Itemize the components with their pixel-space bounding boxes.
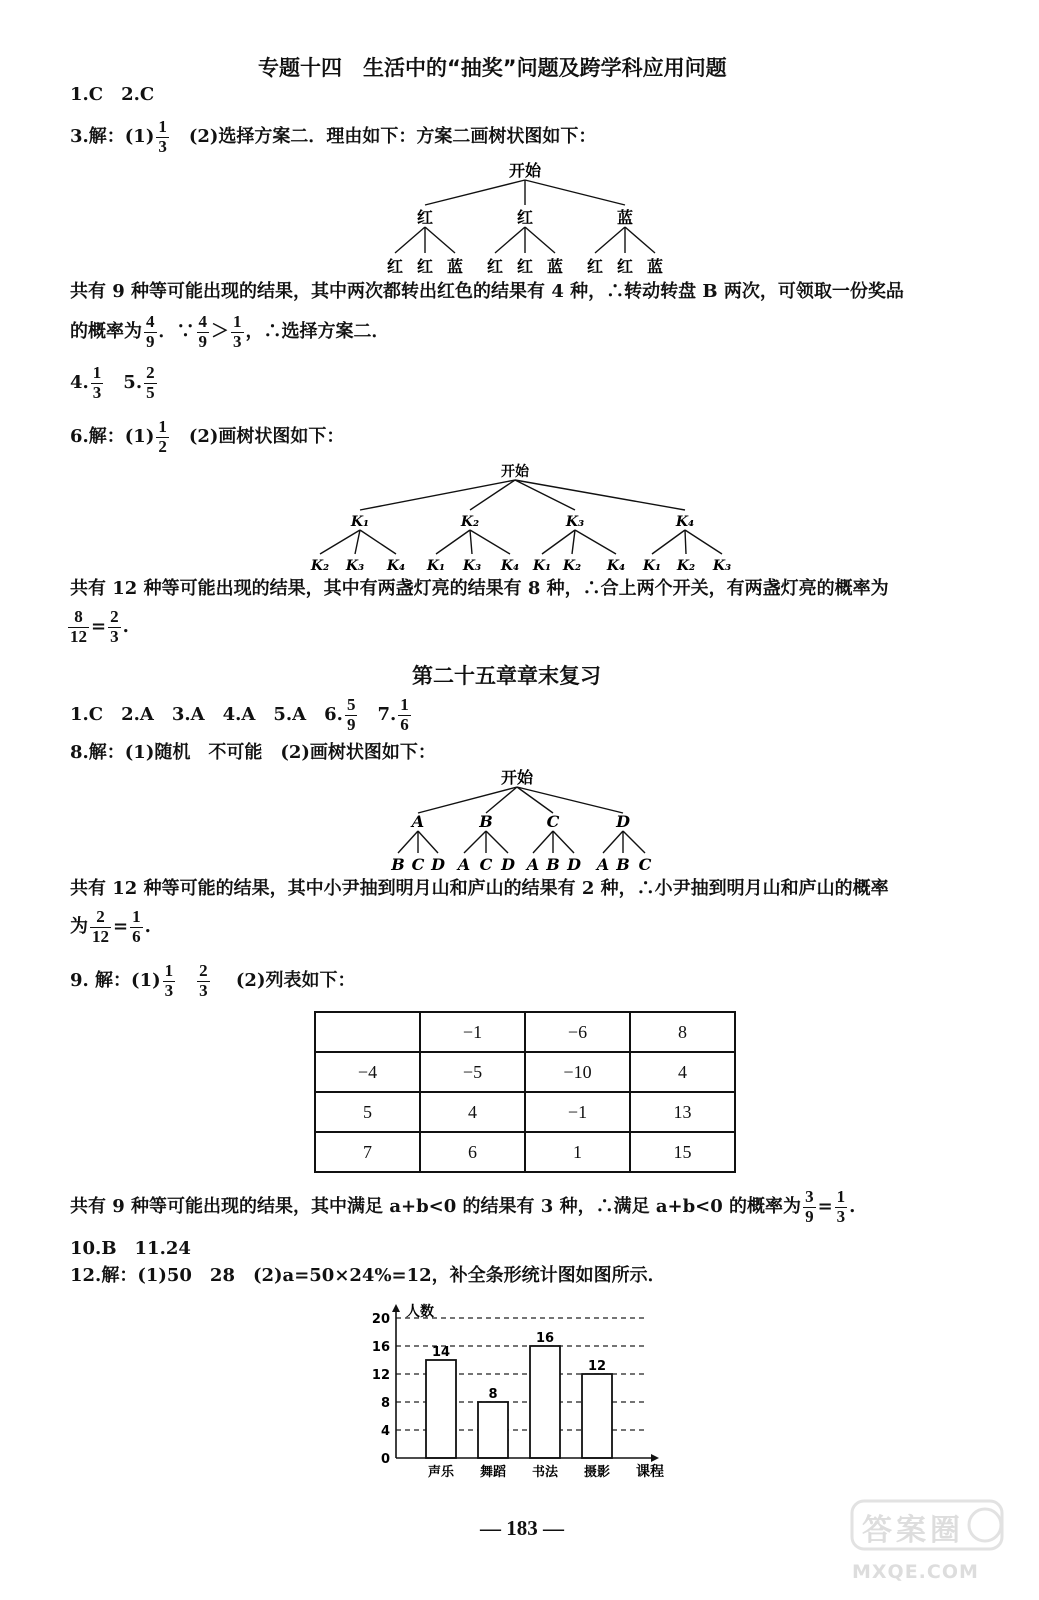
tree-node: K₂ [460,514,480,530]
fraction: $\frac{4}{9}$ [146,312,155,351]
watermark-text: 答案圈 [862,1513,964,1548]
answer-text: 的概率为 [70,321,142,343]
answer-line: 1.C 2.C [70,84,155,105]
tree-leaf: K₂ [676,558,696,574]
answer-prefix: 7. [377,704,397,726]
tree-node: K₃ [565,514,585,530]
tree-leaf: 蓝 [446,257,464,276]
answer-text: 为 [70,916,88,938]
y-tick-label: 8 [380,1396,390,1411]
tree-root: 开始 [501,464,529,480]
tree-leaf: K₄ [500,558,520,574]
answer-prefix: 5. [123,372,143,394]
tree-leaf: D [567,855,581,874]
answer-line [70,1188,855,1226]
tree-diagram [380,767,670,875]
tree-leaf: 红 [616,257,634,276]
tree-root: 开始 [500,768,534,787]
table-cell: −10 [525,1052,630,1092]
tree-leaf: A [457,855,471,874]
fraction: $\frac{5}{9}$ [346,695,356,734]
answer-line [70,418,344,456]
table-cell: 5 [315,1092,420,1132]
tree-leaf: K₁ [642,558,662,574]
answer-text: (2)选择方案二．理由如下：方案二画树状图如下： [188,126,597,148]
answer-text: (2)列表如下： [235,970,356,992]
tree-node: B [479,812,493,831]
tree-leaf: B [546,855,560,874]
table-cell: 6 [420,1132,525,1172]
tree-leaf: 蓝 [546,257,564,276]
tree-leaf: K₂ [310,558,330,574]
answer-line [70,696,413,734]
x-tick-label: 摄影 [583,1465,611,1480]
answer-text: 共有 9 种等可能出现的结果，其中满足 a+b<0 的结果有 3 种，∴满足 a+b<0 的概率为 [70,1196,802,1218]
table-cell: 13 [630,1092,735,1132]
tree-root: 开始 [508,161,542,180]
y-tick-label: 4 [380,1424,390,1439]
x-axis-arrow [651,1454,659,1462]
tree-leaf: B [391,855,405,874]
table-cell [315,1012,420,1052]
answer-line [70,313,390,351]
tree-leaf: K₃ [712,558,732,574]
bar [426,1360,456,1458]
y-tick-label: 16 [371,1340,390,1355]
chart-bars [426,1331,612,1458]
chart-axes [372,1303,664,1480]
equals-sign: = [113,916,129,938]
answer-line: 12.解：(1)50 28 (2)a=50×24%=12，补全条形统计图如图所示． [70,1265,666,1286]
tree-leaf: 红 [516,257,534,276]
watermark-url: MXQE.COM [852,1561,979,1583]
table-cell: −5 [420,1052,525,1092]
answer-line: 8.解：(1)随机 不可能 (2)画树状图如下： [70,742,436,763]
table-cell: 4 [420,1092,525,1132]
answer-text: 共有 12 种等可能的结果，其中小尹抽到明月山和庐山的结果有 2 种，∴小尹抽到明月山和庐山的概率 [70,878,889,899]
table-cell: 1 [525,1132,630,1172]
fraction: $\frac{2}{3}$ [199,961,208,1000]
tree-leaf: C [479,855,493,874]
table-cell: −1 [420,1012,525,1052]
answer-line [70,908,151,946]
answer-text: ．∵ [158,321,195,343]
tree-node: 红 [516,208,534,227]
answer-text: 1.C 2.A 3.A 4.A 5.A 6. [70,704,343,726]
bar-value-label: 14 [431,1345,451,1360]
answer-line [66,608,129,646]
fraction: $\frac{1}{3}$ [164,961,174,1000]
answer-prefix: 9. 解：(1) [70,970,161,992]
bar-chart [360,1290,680,1480]
tree-leaf: K₄ [386,558,406,574]
x-axis-label: 课程 [636,1464,664,1480]
tree-leaf: 红 [586,257,604,276]
period: . [144,916,151,938]
x-tick-label: 声乐 [427,1465,455,1480]
y-axis-label: 人数 [406,1304,434,1320]
fraction: $\frac{8}{12}$ [70,607,87,646]
fraction: $\frac{4}{9}$ [198,312,207,351]
answer-text: ＞ [211,321,229,343]
bar [478,1402,508,1458]
answer-line [70,364,159,402]
tree-node: C [546,812,560,831]
table-row [315,1092,735,1132]
answer-text: (2)画树状图如下： [188,426,345,448]
tree-leaf: K₃ [345,558,365,574]
tree-leaf: K₁ [532,558,552,574]
period: . [849,1196,856,1218]
tree-leaf: C [638,855,652,874]
bar [530,1346,560,1458]
tree-leaf: 红 [386,257,404,276]
tree-leaf: C [411,855,425,874]
section-title: 第二十五章章末复习 [412,664,601,688]
table-row [315,1052,735,1092]
table-cell: −4 [315,1052,420,1092]
table-cell: 4 [630,1052,735,1092]
y-tick-label: 20 [371,1312,390,1327]
tree-node: 红 [416,208,434,227]
answer-line [70,118,596,156]
answer-text: 共有 9 种等可能出现的结果，其中两次都转出红色的结果有 4 种，∴转动转盘 B 两次，可领取一份奖品 [70,281,904,302]
page-number: — 183 — [480,1516,564,1540]
bar [582,1374,612,1458]
table-cell: 15 [630,1132,735,1172]
answer-line: 10.B 11.24 [70,1238,191,1259]
fraction: $\frac{1}{3}$ [92,363,102,402]
tree-leaf: K₁ [426,558,446,574]
tree-node: K₁ [350,514,370,530]
fraction: $\frac{2}{3}$ [110,607,119,646]
fraction: $\frac{1}{6}$ [400,695,409,734]
tree-node: D [616,812,630,831]
tree-leaf: A [596,855,610,874]
fraction: $\frac{1}{6}$ [132,907,141,946]
answer-text: 共有 12 种等可能出现的结果，其中有两盏灯亮的结果有 8 种，∴合上两个开关，有两盏灯亮的概率为 [70,578,889,599]
bar-value-label: 16 [535,1331,555,1346]
tree-node: K₄ [675,514,695,530]
bar-value-label: 12 [587,1359,607,1374]
table-cell: −6 [525,1012,630,1052]
tree-leaf: K₄ [606,558,626,574]
equals-sign: = [817,1196,833,1218]
fraction: $\frac{1}{2}$ [158,417,167,456]
tree-leaf: K₂ [562,558,582,574]
tree-diagram [370,160,690,278]
fraction: $\frac{2}{5}$ [146,363,155,402]
answer-text: ，∴选择方案二． [245,321,390,343]
table-cell: 8 [630,1012,735,1052]
table-row [315,1012,735,1052]
tree-leaf: D [431,855,445,874]
tree-leaf: B [616,855,630,874]
tree-leaf: 蓝 [646,257,664,276]
tree-leaf: 红 [416,257,434,276]
answer-prefix: 3.解：(1) [70,126,155,148]
fraction: $\frac{1}{3}$ [158,117,167,156]
tree-diagram [300,460,750,576]
tree-node: 蓝 [616,208,634,227]
fraction: $\frac{1}{3}$ [233,312,242,351]
tree-leaf: K₃ [462,558,482,574]
equals-sign: = [91,616,107,638]
x-tick-label: 舞蹈 [479,1465,507,1480]
tree-leaf: 红 [486,257,504,276]
y-axis-arrow [392,1304,400,1312]
tree-leaf: A [526,855,540,874]
answer-prefix: 4. [70,372,89,394]
fraction: $\frac{2}{12}$ [92,907,109,946]
answer-line [70,962,355,1000]
table-row [315,1132,735,1172]
y-tick-label: 0 [380,1452,390,1467]
tree-leaf: D [501,855,515,874]
tree-node: A [411,812,425,831]
fraction: $\frac{3}{9}$ [805,1187,814,1226]
table-cell: 7 [315,1132,420,1172]
answer-prefix: 6.解：(1) [70,426,155,448]
period: . [122,616,129,638]
bar-value-label: 8 [488,1387,498,1402]
table-cell: −1 [525,1092,630,1132]
fraction: $\frac{1}{3}$ [836,1187,846,1226]
x-tick-label: 书法 [531,1465,559,1480]
y-tick-label: 12 [371,1368,390,1383]
section-title: 专题十四 生活中的“抽奖”问题及跨学科应用问题 [258,56,727,80]
sum-table [314,1011,736,1173]
